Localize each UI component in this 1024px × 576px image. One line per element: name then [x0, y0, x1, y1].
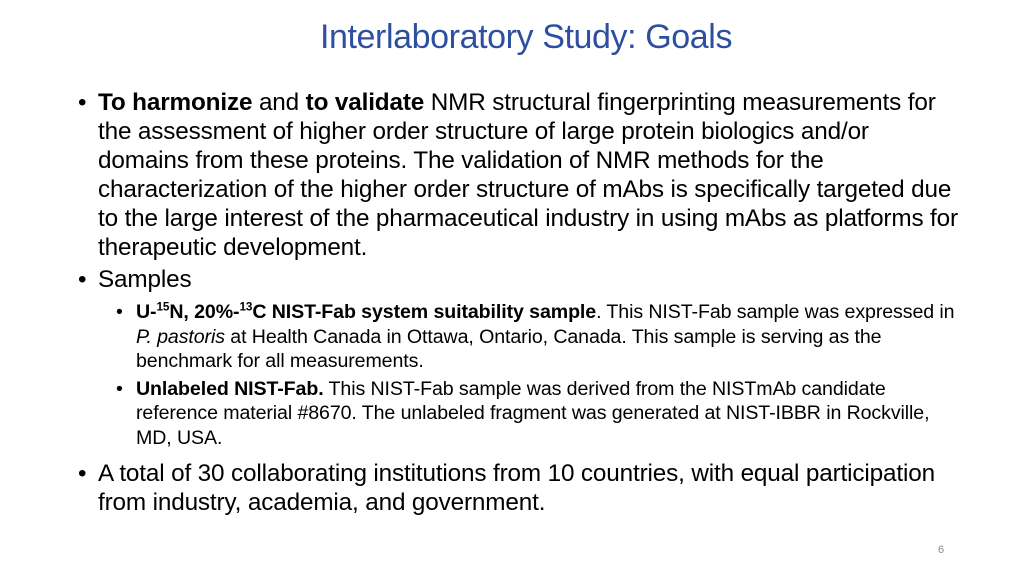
bullet-collaboration	[78, 459, 958, 517]
slide-title: Interlaboratory Study: Goals	[319, 18, 733, 56]
sub-bullet-dot: •	[116, 301, 123, 323]
isotope-13-superscript: 13	[239, 300, 253, 314]
labeled-text-1: . This NIST-Fab sample was expressed in	[596, 301, 955, 323]
bullet-dot: •	[78, 89, 87, 116]
labeled-sample-name	[136, 301, 596, 323]
bullet-dot: •	[78, 460, 87, 487]
labeled-name-part-u: U-	[136, 301, 157, 323]
sub-bullet-dot: •	[116, 377, 123, 400]
isotope-15-superscript: 15	[156, 300, 170, 314]
collaboration-text: A total of 30 collaborating institutions from 10 countries, with equal participation from industry, academia, and government.	[98, 460, 935, 516]
unlabeled-sample-name: Unlabeled NIST-Fab.	[136, 377, 324, 400]
bullet-goal	[78, 88, 958, 262]
goal-bold-harmonize: To harmonize	[98, 89, 253, 116]
goal-bold-validate: to validate	[305, 89, 425, 116]
labeled-name-part-c: C NIST-Fab system suitability sample	[252, 301, 597, 323]
labeled-name-part-n: N, 20%-	[169, 301, 240, 323]
sub-bullet-unlabeled-sample	[116, 377, 958, 451]
goal-text-body: NMR structural fingerprinting measurements for the assessment of higher order structure of large protein biologics and/or domains from these proteins. The validation of NMR methods for the characterization of the higher order structure of mAbs is specifically targeted due to the large interest of the pharmaceutical industry in using mAbs as platforms for therapeutic development.	[98, 89, 958, 261]
bullet-samples	[78, 265, 958, 294]
sub-bullet-labeled-sample	[116, 300, 958, 374]
goal-text-and: and	[252, 89, 306, 116]
unlabeled-text: This NIST-Fab sample was derived from the NISTmAb candidate reference material #8670. The unlabeled fragment was generated at NIST-IBBR in Rockville, MD, USA.	[136, 377, 930, 449]
labeled-text-2: at Health Canada in Ottawa, Ontario, Canada. This sample is serving as the benchmark for all measurements.	[136, 325, 882, 372]
labeled-species-italic: P. pastoris	[136, 325, 225, 348]
page-number: 6	[938, 544, 945, 556]
samples-label: Samples	[98, 266, 192, 293]
bullet-dot: •	[78, 266, 87, 293]
slide-body	[78, 88, 958, 517]
